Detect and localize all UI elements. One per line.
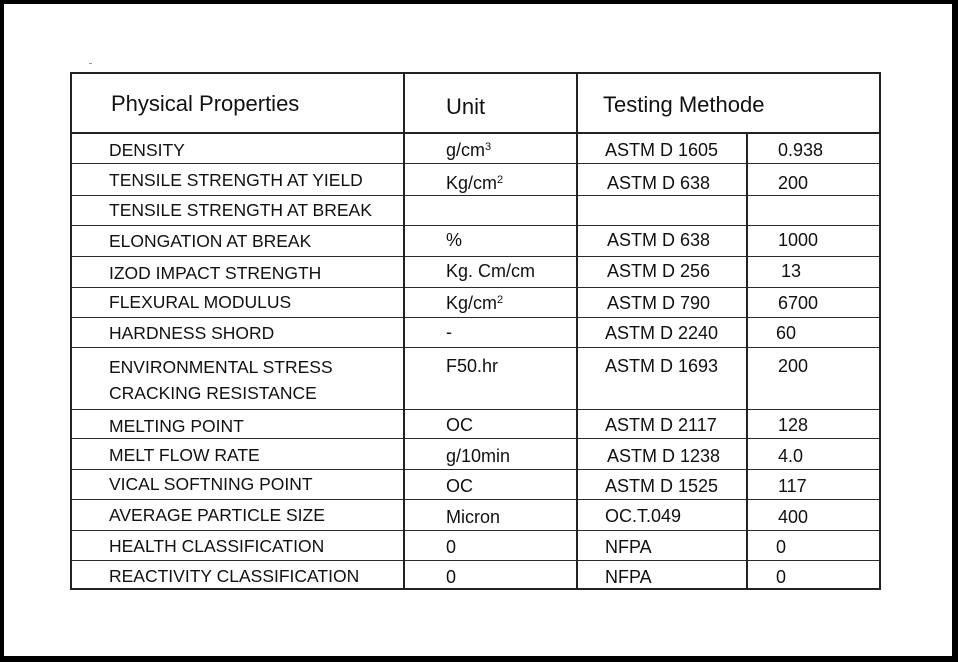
unit-cell: g/10min: [446, 446, 511, 466]
method-cell: ASTM D 638: [607, 173, 711, 193]
property-cell: DENSITY: [109, 140, 185, 160]
value-cell: 60: [776, 323, 797, 343]
property-cell: ELONGATION AT BREAK: [109, 231, 312, 251]
header-physical-properties: Physical Properties: [111, 91, 300, 116]
property-cell: FLEXURAL MODULUS: [109, 292, 292, 312]
header-unit: Unit: [446, 94, 486, 119]
method-cell: ASTM D 256: [607, 261, 711, 281]
row-divider: [72, 317, 879, 318]
unit-cell: Kg. Cm/cm: [446, 261, 536, 281]
stray-mark: [89, 63, 92, 64]
header-testing-methode: Testing Methode: [603, 92, 765, 117]
unit-cell: $Kg/cm^2$: [446, 293, 504, 313]
property-cell: REACTIVITY CLASSIFICATION: [109, 566, 360, 586]
property-cell: HEALTH CLASSIFICATION: [109, 536, 325, 556]
properties-table: [70, 72, 881, 590]
method-cell: NFPA: [605, 567, 652, 587]
value-cell: 0: [776, 567, 787, 587]
property-cell: IZOD IMPACT STRENGTH: [109, 263, 322, 283]
unit-cell: OC: [446, 476, 473, 496]
row-divider: [72, 195, 879, 196]
property-cell: ENVIRONMENTAL STRESS: [109, 357, 333, 377]
value-cell: 1000: [778, 230, 819, 250]
method-cell: ASTM D 638: [607, 230, 711, 250]
property-cell: TENSILE STRENGTH AT YIELD: [109, 170, 363, 190]
property-cell: TENSILE STRENGTH AT BREAK: [109, 200, 372, 220]
unit-cell: %: [446, 230, 463, 250]
row-divider: [72, 499, 879, 500]
row-divider: [72, 287, 879, 288]
method-cell: ASTM D 1525: [605, 476, 719, 496]
value-cell: 0.938: [778, 140, 824, 160]
method-cell: OC.T.049: [605, 506, 682, 526]
unit-cell: $Kg/cm^2$: [446, 173, 504, 193]
method-cell: NFPA: [605, 537, 652, 557]
row-divider: [72, 560, 879, 561]
column-divider: [576, 74, 578, 588]
unit-cell: 0: [446, 537, 457, 557]
column-divider: [746, 132, 748, 588]
method-cell: ASTM D 1605: [605, 140, 719, 160]
value-cell: 117: [778, 476, 807, 496]
row-divider: [72, 225, 879, 226]
property-cell: VICAL SOFTNING POINT: [109, 474, 313, 494]
method-cell: ASTM D 2117: [605, 415, 717, 435]
method-cell: ASTM D 790: [607, 293, 711, 313]
unit-cell: Micron: [446, 507, 501, 527]
header-divider: [72, 132, 879, 134]
property-cell: HARDNESS SHORD: [109, 323, 275, 343]
value-cell: 6700: [778, 293, 819, 313]
unit-cell: 0: [446, 567, 457, 587]
row-divider: [72, 409, 879, 410]
value-cell: 0: [776, 537, 787, 557]
value-cell: 4.0: [778, 446, 804, 466]
method-cell: ASTM D 2240: [605, 323, 719, 343]
property-cell: MELTING POINT: [109, 416, 244, 436]
unit-cell: OC: [446, 415, 473, 435]
property-cell: AVERAGE PARTICLE SIZE: [109, 505, 325, 525]
row-divider: [72, 347, 879, 348]
unit-cell: F50.hr: [446, 356, 499, 376]
unit-cell: $g/cm^3$: [446, 140, 492, 160]
value-cell: 13: [781, 261, 802, 281]
property-cell: MELT FLOW RATE: [109, 445, 260, 465]
property-cell-line2: CRACKING RESISTANCE: [109, 383, 317, 403]
row-divider: [72, 163, 879, 164]
value-cell: 200: [778, 173, 809, 193]
row-divider: [72, 256, 879, 257]
row-divider: [72, 469, 879, 470]
row-divider: [72, 530, 879, 531]
column-divider: [403, 74, 405, 588]
value-cell: 200: [778, 356, 809, 376]
method-cell: ASTM D 1238: [607, 446, 721, 466]
unit-cell: -: [446, 322, 452, 342]
value-cell: 128: [778, 415, 809, 435]
method-cell: ASTM D 1693: [605, 356, 719, 376]
value-cell: 400: [778, 507, 809, 527]
row-divider: [72, 438, 879, 439]
